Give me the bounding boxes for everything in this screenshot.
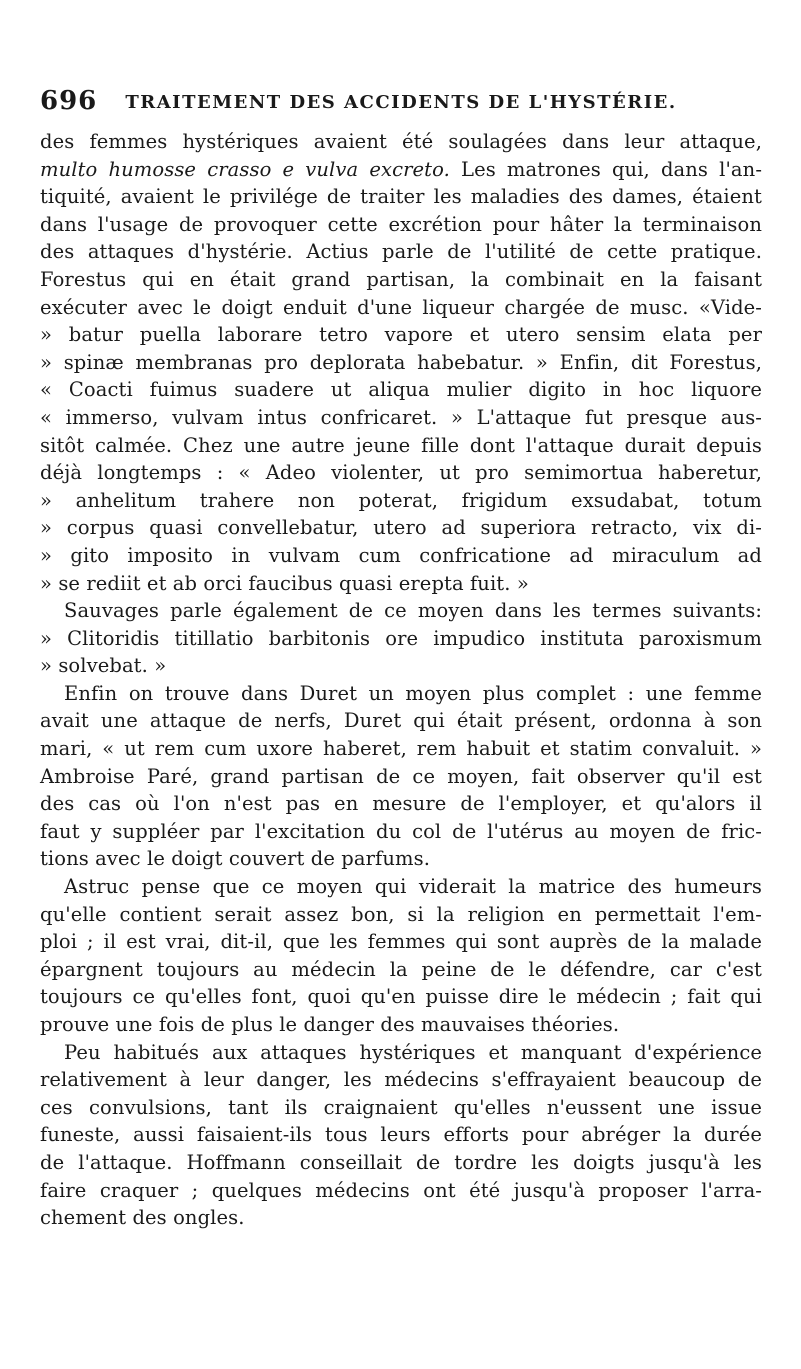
text-run: Enfin on trouve dans Duret un moyen plus complet : une femme — [64, 681, 762, 705]
text-line — [40, 625, 762, 653]
text-line — [40, 707, 762, 735]
text-line — [40, 128, 762, 156]
text-run: funeste, aussi faisaient-ils tous leurs efforts pour abréger la durée — [40, 1123, 762, 1147]
text-run: « Coacti fuimus suadere ut aliqua mulier digito in hoc liquore — [40, 378, 762, 402]
text-run: des attaques d'hystérie. Actius parle de l'utilité de cette pratique. — [40, 240, 762, 264]
text-line — [40, 597, 762, 625]
text-run: qu'elle contient serait assez bon, si la religion en permettait l'em- — [40, 902, 762, 926]
text-line — [40, 1094, 762, 1122]
text-run: dans l'usage de provoquer cette excrétion pour hâter la terminaison — [40, 212, 762, 236]
text-line — [40, 901, 762, 929]
text-line — [40, 183, 762, 211]
text-run: faire craquer ; quelques médecins ont été jusqu'à proposer l'arra- — [40, 1178, 762, 1202]
page-number: 696 — [40, 86, 98, 116]
text-run: tions avec le doigt couvert de parfums. — [40, 847, 430, 871]
italic-quote: multo humosse crasso e vulva excreto. — [40, 157, 450, 181]
text-run: des femmes hystériques avaient été soulagées dans leur attaque, — [40, 130, 762, 153]
text-line — [40, 514, 762, 542]
body-text — [40, 128, 762, 1232]
text-line — [40, 211, 762, 239]
text-line — [40, 735, 762, 763]
text-run: Astruc pense que ce moyen qui viderait la matrice des humeurs — [64, 875, 762, 899]
text-run: » batur puella laborare tetro vapore et utero sensim elata per — [40, 323, 762, 347]
text-run: » anhelitum trahere non poterat, frigidum exsudabat, totum — [40, 488, 762, 512]
text-line — [40, 983, 762, 1011]
text-line — [40, 1149, 762, 1177]
text-run: » Clitoridis titillatio barbitonis ore impudico instituta paroxismum — [40, 626, 762, 650]
text-run: ces convulsions, tant ils craignaient qu'elles n'eussent une issue — [40, 1095, 762, 1119]
text-run: faut y suppléer par l'excitation du col de l'utérus au moyen de fric- — [40, 819, 762, 843]
text-run: avait une attaque de nerfs, Duret qui était présent, ordonna à son — [40, 709, 762, 733]
text-line — [40, 487, 762, 515]
text-line — [40, 542, 762, 570]
text-line — [40, 763, 762, 791]
text-run: exécuter avec le doigt enduit d'une liqueur chargée de musc. «Vide- — [40, 295, 762, 319]
text-line — [40, 1177, 762, 1205]
text-line — [40, 321, 762, 349]
text-run: » gito imposito in vulvam cum confricatione ad miraculum ad — [40, 543, 762, 567]
text-line — [40, 1011, 762, 1039]
text-line — [40, 928, 762, 956]
text-run: Forestus qui en était grand partisan, la combinait en la faisant — [40, 267, 762, 291]
text-run: » se rediit et ab orci faucibus quasi erepta fuit. » — [40, 571, 529, 595]
text-run: Sauvages parle également de ce moyen dans les termes suivants: — [64, 599, 762, 623]
text-line — [40, 1039, 762, 1067]
text-line — [40, 432, 762, 460]
text-line — [40, 266, 762, 294]
text-line — [40, 1066, 762, 1094]
text-line — [40, 376, 762, 404]
text-line — [40, 790, 762, 818]
text-run: Ambroise Paré, grand partisan de ce moyen, fait observer qu'il est — [40, 764, 762, 788]
text-run: mari, « ut rem cum uxore haberet, rem habuit et statim convaluit. » — [40, 737, 762, 761]
text-line — [40, 845, 762, 873]
text-line — [40, 680, 762, 708]
text-run: prouve une fois de plus le danger des mauvaises théories. — [40, 1013, 620, 1036]
text-line — [40, 956, 762, 984]
text-line — [40, 1121, 762, 1149]
text-line — [40, 652, 762, 680]
text-run: de l'attaque. Hoffmann conseillait de tordre les doigts jusqu'à les — [40, 1150, 762, 1174]
text-line — [40, 873, 762, 901]
text-run: ploi ; il est vrai, dit-il, que les femmes qui sont auprès de la malade — [40, 930, 762, 954]
running-head: TRAITEMENT DES ACCIDENTS DE L'HYSTÉRIE. — [125, 92, 677, 113]
text-run: Peu habitués aux attaques hystériques et manquant d'expérience — [64, 1040, 762, 1064]
text-run: « immerso, vulvam intus confricaret. » L'attaque fut presque aus- — [40, 405, 762, 429]
text-line — [40, 156, 762, 184]
text-line — [40, 570, 762, 598]
text-line — [40, 1204, 762, 1232]
text-run: épargnent toujours au médecin la peine de le défendre, car c'est — [40, 957, 762, 981]
text-line — [40, 818, 762, 846]
text-run: » solvebat. » — [40, 654, 167, 678]
text-line — [40, 349, 762, 377]
text-run: chement des ongles. — [40, 1206, 245, 1230]
text-run: toujours ce qu'elles font, quoi qu'en puisse dire le médecin ; fait qui — [40, 985, 762, 1009]
text-line — [40, 459, 762, 487]
text-run: » corpus quasi convellebatur, utero ad superiora retracto, vix di- — [40, 516, 762, 540]
text-line — [40, 238, 762, 266]
text-run: des cas où l'on n'est pas en mesure de l'employer, et qu'alors il — [40, 792, 762, 816]
text-run: » spinæ membranas pro deplorata habebatur. » Enfin, dit Forestus, — [40, 350, 762, 374]
text-run: relativement à leur danger, les médecins s'effrayaient beaucoup de — [40, 1068, 762, 1092]
text-run: déjà longtemps : « Adeo violenter, ut pro semimortua haberetur, — [40, 461, 762, 485]
text-line — [40, 294, 762, 322]
text-line — [40, 404, 762, 432]
text-run: sitôt calmée. Chez une autre jeune fille dont l'attaque durait depuis — [40, 433, 762, 457]
page-header — [40, 86, 762, 116]
text-run: tiquité, avaient le privilége de traiter les maladies des dames, étaient — [40, 185, 762, 209]
text-run: Les matrones qui, dans l'an- — [449, 157, 763, 181]
